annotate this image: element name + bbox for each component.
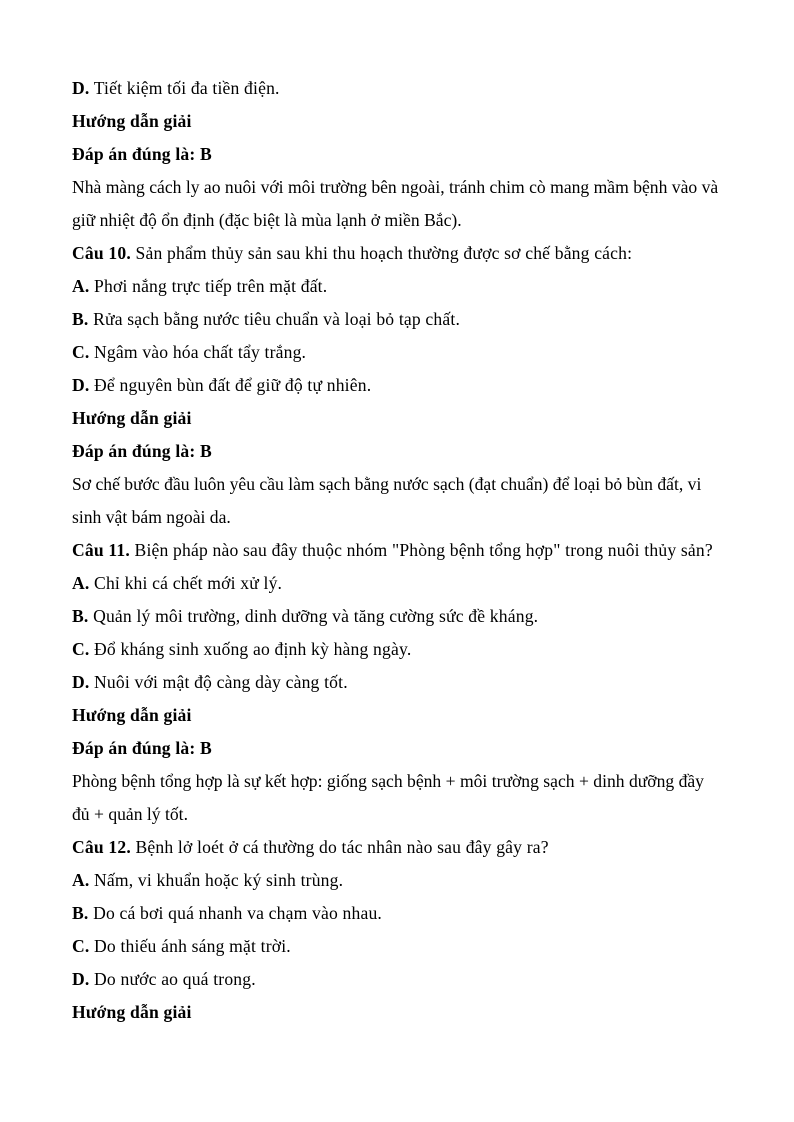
answer-option bbox=[72, 270, 724, 303]
option-label: A. bbox=[72, 870, 90, 890]
section-heading: Đáp án đúng là: B bbox=[72, 144, 212, 164]
answer-option bbox=[72, 567, 724, 600]
answer-option bbox=[72, 633, 724, 666]
question-number: Câu 10. bbox=[72, 243, 131, 263]
option-text: Do thiếu ánh sáng mặt trời. bbox=[94, 936, 291, 956]
option-text: Đổ kháng sinh xuống ao định kỳ hàng ngày. bbox=[94, 639, 412, 659]
answer-option bbox=[72, 600, 724, 633]
answer-option bbox=[72, 72, 724, 105]
question-number: Câu 12. bbox=[72, 837, 131, 857]
explanation-paragraph: Phòng bệnh tổng hợp là sự kết hợp: giống sạch bệnh + môi trường sạch + dinh dưỡng đầy đủ + quản lý tốt. bbox=[72, 771, 704, 824]
option-label: D. bbox=[72, 78, 90, 98]
document-body bbox=[72, 72, 724, 1029]
answer-option bbox=[72, 336, 724, 369]
option-text: Ngâm vào hóa chất tẩy trắng. bbox=[94, 342, 307, 362]
section-heading: Hướng dẫn giải bbox=[72, 408, 192, 428]
answer-option bbox=[72, 303, 724, 336]
section-heading: Hướng dẫn giải bbox=[72, 1002, 192, 1022]
answer-option bbox=[72, 963, 724, 996]
option-text: Do cá bơi quá nhanh va chạm vào nhau. bbox=[93, 903, 382, 923]
question-text: Biện pháp nào sau đây thuộc nhóm "Phòng bệnh tổng hợp" trong nuôi thủy sản? bbox=[134, 540, 713, 560]
question-number: Câu 11. bbox=[72, 540, 130, 560]
question-line bbox=[72, 831, 724, 864]
option-label: C. bbox=[72, 342, 90, 362]
option-text: Chỉ khi cá chết mới xử lý. bbox=[94, 573, 283, 593]
answer-option bbox=[72, 897, 724, 930]
section-heading: Đáp án đúng là: B bbox=[72, 738, 212, 758]
option-text: Do nước ao quá trong. bbox=[94, 969, 256, 989]
option-text: Nấm, vi khuẩn hoặc ký sinh trùng. bbox=[94, 870, 344, 890]
answer-option bbox=[72, 369, 724, 402]
question-text: Bệnh lở loét ở cá thường do tác nhân nào sau đây gây ra? bbox=[135, 837, 549, 857]
question-line bbox=[72, 534, 724, 567]
option-text: Quản lý môi trường, dinh dưỡng và tăng cường sức đề kháng. bbox=[93, 606, 539, 626]
option-label: B. bbox=[72, 606, 89, 626]
question-line bbox=[72, 237, 724, 270]
option-label: A. bbox=[72, 573, 90, 593]
option-text: Để nguyên bùn đất để giữ độ tự nhiên. bbox=[94, 375, 372, 395]
section-heading: Hướng dẫn giải bbox=[72, 111, 192, 131]
explanation-paragraph: Nhà màng cách ly ao nuôi với môi trường bên ngoài, tránh chim cò mang mầm bệnh vào và giữ nhiệt độ ổn định (đặc biệt là mùa lạnh ở miền Bắc). bbox=[72, 177, 719, 230]
option-label: B. bbox=[72, 309, 89, 329]
question-text: Sản phẩm thủy sản sau khi thu hoạch thường được sơ chế bằng cách: bbox=[135, 243, 633, 263]
option-label: B. bbox=[72, 903, 89, 923]
option-text: Rửa sạch bằng nước tiêu chuẩn và loại bỏ tạp chất. bbox=[93, 309, 461, 329]
option-text: Tiết kiệm tối đa tiền điện. bbox=[93, 78, 280, 98]
section-heading: Hướng dẫn giải bbox=[72, 705, 192, 725]
option-text: Phơi nắng trực tiếp trên mặt đất. bbox=[94, 276, 328, 296]
option-label: D. bbox=[72, 375, 90, 395]
option-label: C. bbox=[72, 936, 90, 956]
explanation-paragraph: Sơ chế bước đầu luôn yêu cầu làm sạch bằng nước sạch (đạt chuẩn) để loại bỏ bùn đất, vi sinh vật bám ngoài da. bbox=[72, 474, 702, 527]
option-label: D. bbox=[72, 672, 90, 692]
option-label: A. bbox=[72, 276, 90, 296]
answer-option bbox=[72, 666, 724, 699]
answer-option bbox=[72, 930, 724, 963]
option-label: D. bbox=[72, 969, 90, 989]
answer-option bbox=[72, 864, 724, 897]
option-label: C. bbox=[72, 639, 90, 659]
section-heading: Đáp án đúng là: B bbox=[72, 441, 212, 461]
option-text: Nuôi với mật độ càng dày càng tốt. bbox=[94, 672, 348, 692]
